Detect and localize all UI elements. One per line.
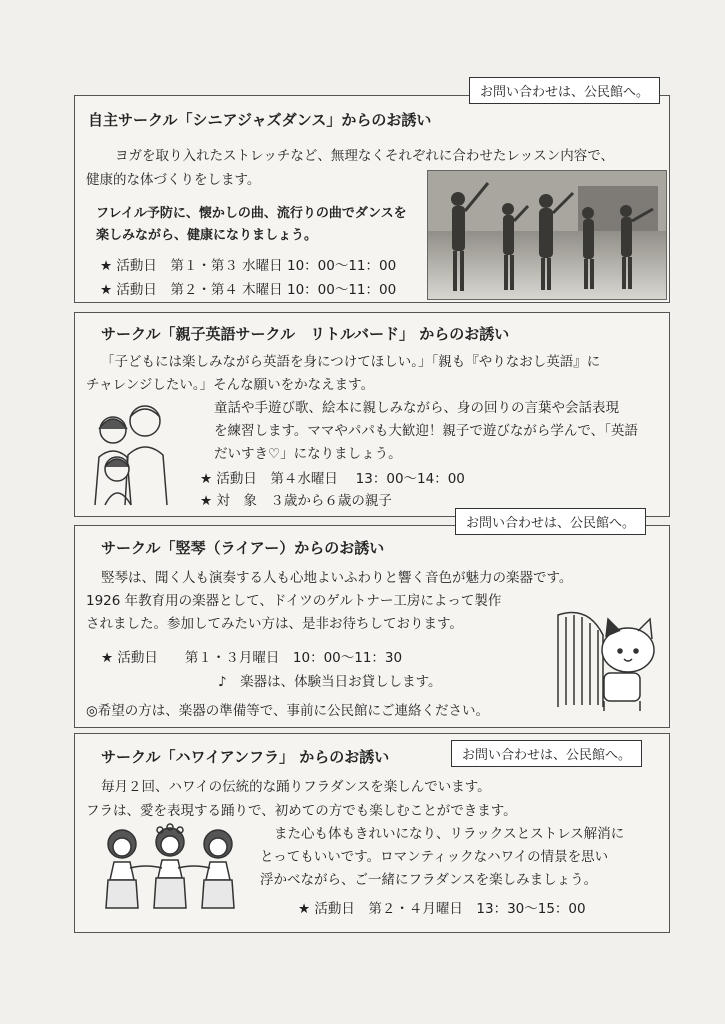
desc-line-2-1: 「子どもには楽しみながら英語を身につけてほしい。」「親も『やりなおし英語』に xyxy=(101,354,601,370)
desc-line-1-2: 健康的な体づくりをします。 xyxy=(86,172,261,188)
parent-child-illustration xyxy=(83,395,183,514)
desc-line-2-5: だいすき♡」になりましょう。 xyxy=(214,446,402,462)
schedule-line-1-1: ★ 活動日 第１・第３ 水曜日 10：00～11：00 xyxy=(100,258,397,274)
note-line-3: ◎希望の方は、楽器の準備等で、事前に公民館にご連絡ください。 xyxy=(86,703,490,719)
desc-line-1-1: ヨガを取り入れたストレッチなど、無理なくそれぞれに合わせたレッスン内容で、 xyxy=(115,148,614,164)
desc-line-2-4: を練習します。ママやパパも大歓迎！親子で遊びながら学んで、「英語 xyxy=(214,423,638,439)
desc-line-3-3: されました。参加してみたい方は、是非お待ちしております。 xyxy=(86,616,463,632)
desc-line-3-1: 竪琴は、聞く人も演奏する人も心地よいふわりと響く音色が魅力の楽器です。 xyxy=(101,570,573,586)
schedule-line-2-1: ★ 活動日 第４水曜日 13：00～14：00 xyxy=(200,471,465,487)
highlight-line-1: フレイル予防に、懐かしの曲、流行りの曲でダンスを xyxy=(96,206,407,221)
desc-line-4-1: 毎月２回、ハワイの伝統的な踊りフラダンスを楽しんでいます。 xyxy=(101,779,491,795)
section-title-english-circle: サークル「親子英語サークル リトルバード」 からのお誘い xyxy=(101,325,510,343)
cat-harp-illustration xyxy=(548,605,663,717)
schedule-line-2-2: ★ 対 象 ３歳から６歳の親子 xyxy=(200,493,392,509)
desc-line-2-3: 童話や手遊び歌、絵本に親しみながら、身の回りの言葉や会話表現 xyxy=(214,400,619,416)
contact-note-4: お問い合わせは、公民館へ。 xyxy=(451,740,642,767)
schedule-line-4-1: ★ 活動日 第２・４月曜日 13：30～15：00 xyxy=(298,901,586,917)
desc-line-4-4: とってもいいです。ロマンティックなハワイの情景を思い xyxy=(260,849,609,865)
hula-dancers-illustration xyxy=(100,820,240,924)
desc-line-4-3: また心も体もきれいになり、リラックスとストレス解消に xyxy=(274,826,625,842)
schedule-line-1-2: ★ 活動日 第２・第４ 木曜日 10：00～11：00 xyxy=(100,282,397,298)
contact-note-3: お問い合わせは、公民館へ。 xyxy=(455,508,646,535)
highlight-line-2: 楽しみながら、健康になりましょう。 xyxy=(96,228,318,243)
section-title-hula-circle: サークル「ハワイアンフラ」 からのお誘い xyxy=(101,748,390,766)
desc-line-2-2: チャレンジしたい。」そんな願いをかなえます。 xyxy=(86,377,375,393)
desc-line-3-2: 1926 年教育用の楽器として、ドイツのゲルトナー工房によって製作 xyxy=(86,593,502,609)
schedule-line-3-1: ★ 活動日 第１・３月曜日 10：00～11：30 xyxy=(101,650,403,666)
desc-line-4-2: フラは、愛を表現する踊りで、初めての方でも楽しむことができます。 xyxy=(86,803,517,819)
dance-photo xyxy=(427,170,667,300)
desc-line-4-5: 浮かべながら、ご一緒にフラダンスを楽しみましょう。 xyxy=(260,872,598,888)
section-title-jazz-dance: 自主サークル「シニアジャズダンス」からのお誘い xyxy=(88,111,432,129)
schedule-line-3-2: ♪ 楽器は、体験当日お貸しします。 xyxy=(218,674,442,690)
contact-note-1: お問い合わせは、公民館へ。 xyxy=(469,77,660,104)
section-title-lyre-circle: サークル「竪琴（ライアー）からのお誘い xyxy=(101,539,385,557)
